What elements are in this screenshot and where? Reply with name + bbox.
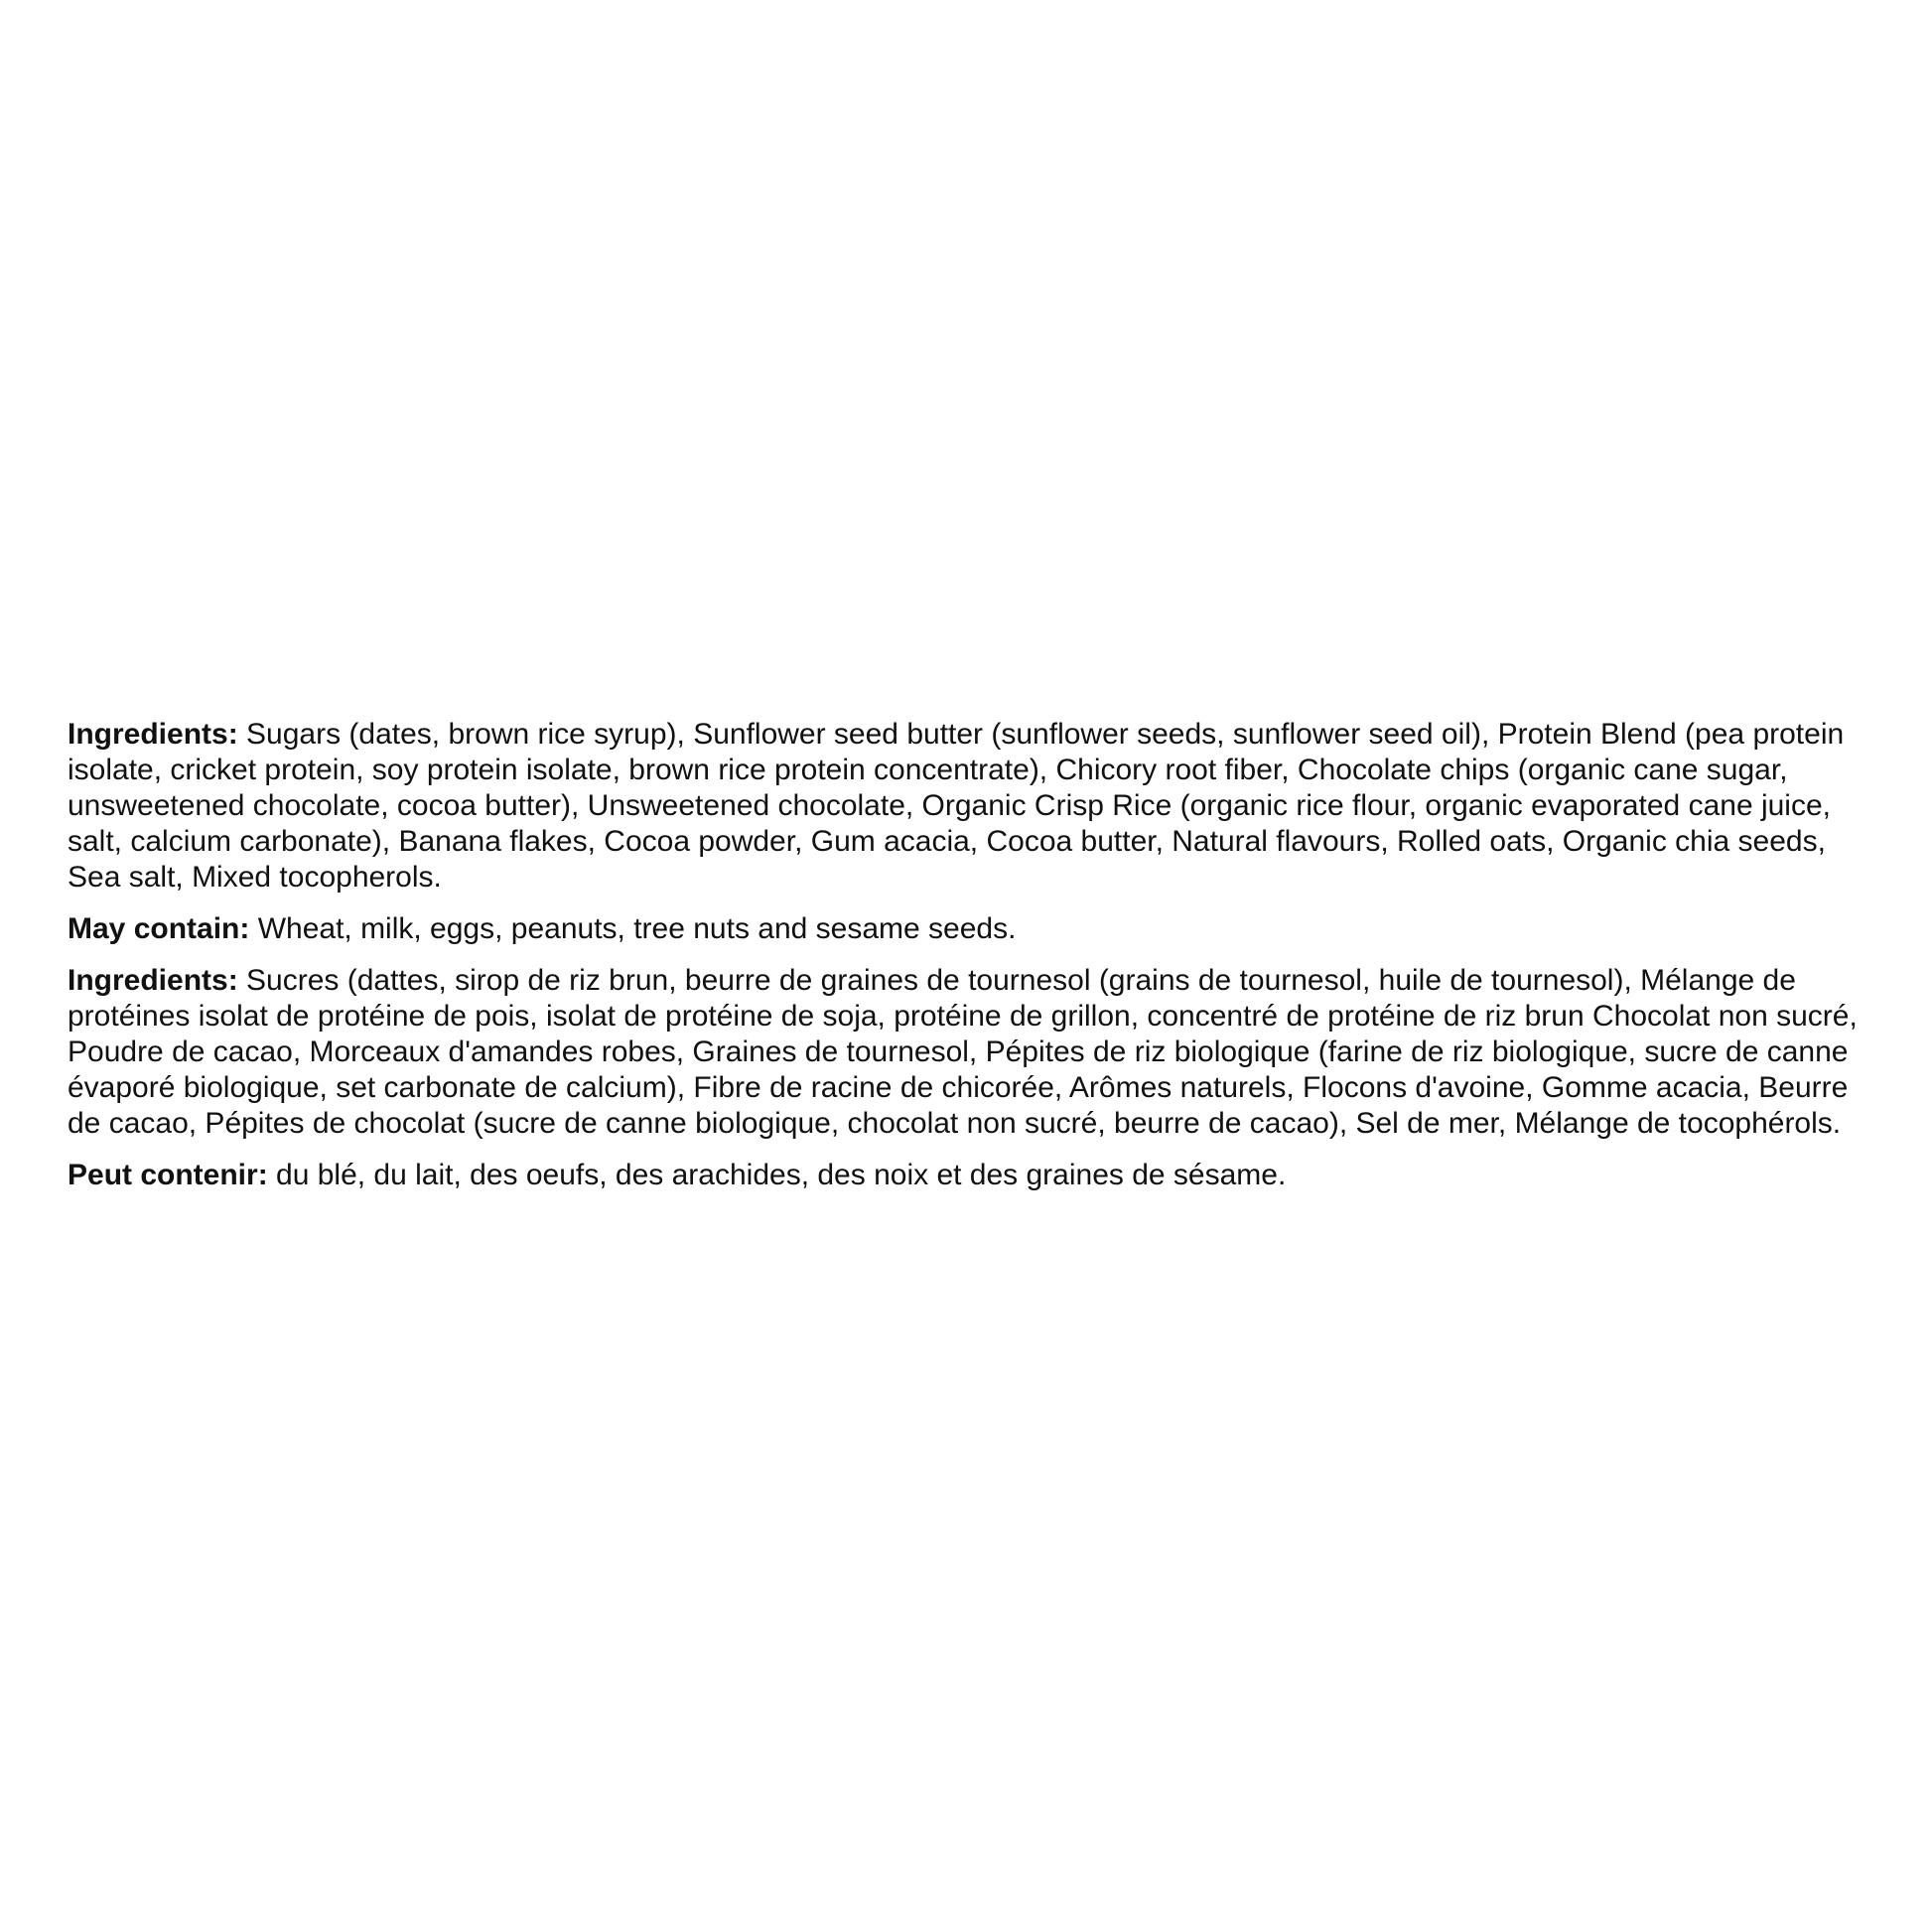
ingredients-fr <box>68 963 1884 1142</box>
allergens-en-text: Wheat, milk, eggs, peanuts, tree nuts and sesame seeds. <box>249 912 1017 945</box>
allergens-fr-text: du blé, du lait, des oeufs, des arachides, des noix et des graines de sésame. <box>267 1159 1287 1191</box>
ingredients-en-text: Sugars (dates, brown rice syrup), Sunflower seed butter (sunflower seeds, sunflower seed oil), Protein Blend (pea protein isolate, cricket protein, soy protein isolate, brown rice protein concentrate), Chicory root fiber, Chocolate chips (organic cane sugar, unsweetened chocolate, cocoa butter), Unsweetened chocolate, Organic Crisp Rice (organic rice flour, organic evaporated cane juice, salt, calcium carbonate), Banana flakes, Cocoa powder, Gum acacia, Cocoa butter, Natural flavours, Rolled oats, Organic chia seeds, Sea salt, Mixed tocopherols. <box>68 718 1845 894</box>
ingredients-fr-text: Sucres (dattes, sirop de riz brun, beurre de graines de tournesol (grains de tournesol, huile de tournesol), Mélange de protéines isolat de protéine de pois, isolat de protéine de soja, protéine de grillon, concentré de protéine de riz brun Chocolat non sucré, Poudre de cacao, Morceaux d'amandes robes, Graines de tournesol, Pépites de riz biologique (farine de riz biologique, sucre de canne évaporé biologique, set carbonate de calcium), Fibre de racine de chicorée, Arômes naturels, Flocons d'avoine, Gomme acacia, Beurre de cacao, Pépites de chocolat (sucre de canne biologique, chocolat non sucré, beurre de cacao), Sel de mer, Mélange de tocophérols. <box>68 964 1858 1140</box>
allergens-en-label: May contain: <box>68 912 250 945</box>
ingredients-fr-label: Ingredients: <box>68 964 238 997</box>
ingredients-en-label: Ingredients: <box>68 718 238 751</box>
allergens-fr <box>68 1158 1884 1193</box>
allergens-en <box>68 911 1884 947</box>
allergens-fr-label: Peut contenir: <box>68 1159 268 1191</box>
ingredients-en <box>68 717 1884 896</box>
ingredients-panel <box>68 717 1884 1209</box>
